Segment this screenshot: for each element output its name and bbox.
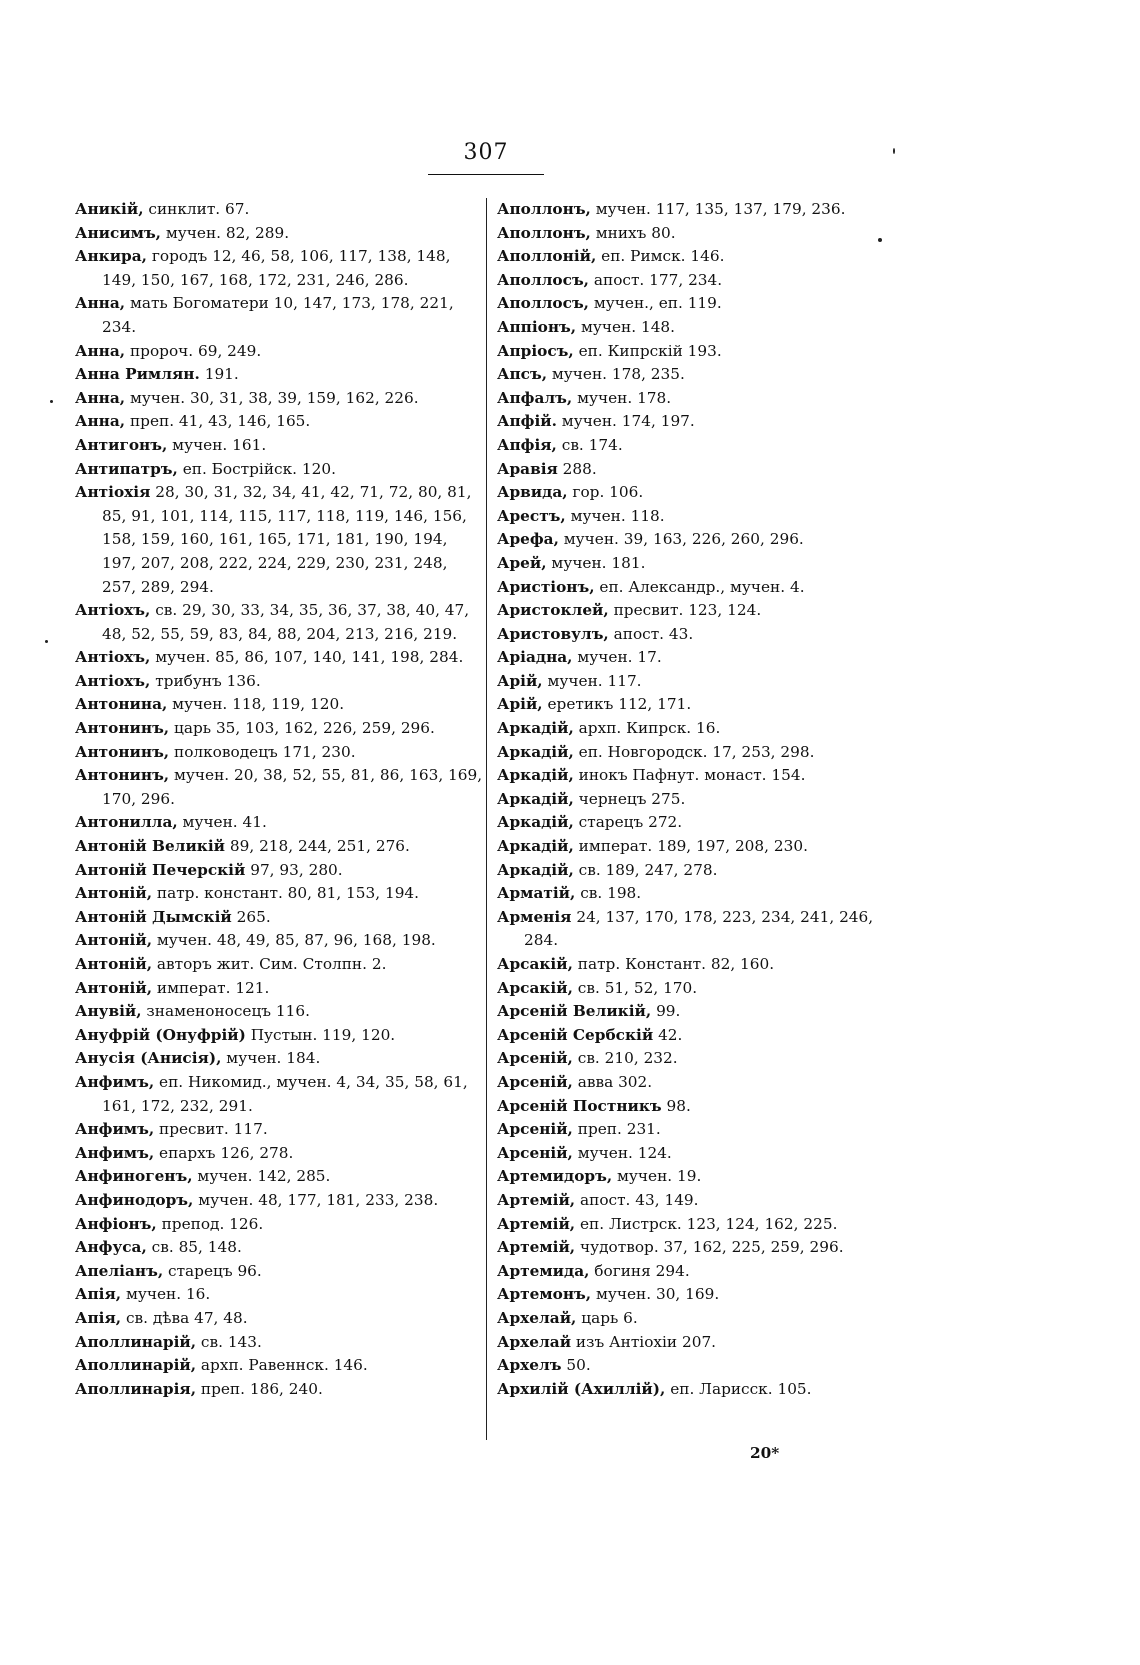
index-entry [75,835,483,859]
entry-headword: Анна, [75,341,126,360]
entry-headword: Артемій, [497,1190,576,1209]
print-speck [50,400,53,403]
entry-references: царь 6. [576,1308,638,1327]
entry-references: св. 143. [196,1332,262,1351]
index-entry [497,387,897,411]
entry-references: апост. 43, 149. [575,1190,699,1209]
index-entry [497,269,897,293]
entry-headword: Апфія, [497,435,557,454]
entry-references: св. 85, 148. [146,1238,242,1257]
index-entry [75,882,483,906]
entry-references: св. 198. [575,884,642,903]
entry-references: еп. Александр., мучен. 4. [594,577,805,596]
entry-headword: Арсеній Сербскій [497,1025,654,1044]
entry-references: св. 174. [556,435,623,454]
entry-references: царь 35, 103, 162, 226, 259, 296. [169,719,435,738]
index-entry [75,693,483,717]
index-entry [75,977,483,1001]
index-entry [75,1331,483,1355]
entry-references: мучен. 39, 163, 226, 260, 296. [558,530,804,549]
entry-headword: Анна, [75,412,126,431]
index-entry [497,1165,897,1189]
entry-headword: Аполлинарія, [75,1379,197,1398]
entry-headword: Арсеній, [497,1049,573,1068]
entry-references: мнихъ 80. [590,223,676,242]
entry-references: инокъ Пафнут. монаст. 154. [573,766,806,785]
entry-headword: Арсеній, [497,1143,573,1162]
entry-references: Пустын. 119, 120. [245,1025,396,1044]
index-entry [75,1189,483,1213]
signature-mark: 20* [750,1444,780,1462]
entry-references: мучен. 30, 169. [591,1285,720,1304]
entry-headword: Арефа, [497,530,559,549]
index-entry [75,1071,483,1118]
entry-references: еп. Бострійск. 120. [177,459,336,478]
entry-headword: Анкира, [75,247,147,266]
entry-headword: Антоній Дымскій [75,907,232,926]
entry-headword: Арвида, [497,483,568,502]
entry-references: св. 210, 232. [572,1049,678,1068]
entry-headword: Апфалъ, [497,388,573,407]
entry-headword: Анна, [75,388,126,407]
entry-references: мучен. 48, 177, 181, 233, 238. [193,1190,439,1209]
index-entry [497,1378,897,1402]
index-entry [497,859,897,883]
entry-references: мучен., еп. 119. [589,294,722,313]
index-entry [497,576,897,600]
entry-headword: Анисимъ, [75,223,162,242]
entry-headword: Аполлинарій, [75,1332,197,1351]
entry-references: св. 51, 52, 170. [572,978,698,997]
entry-headword: Апфій. [497,412,557,431]
entry-headword: Антіохъ, [75,601,151,620]
entry-headword: Арій, [497,695,543,714]
entry-references: архп. Кипрск. 16. [573,719,721,738]
entry-headword: Аполлинарій, [75,1356,197,1375]
index-entry [75,1000,483,1024]
entry-headword: Аполлонъ, [497,223,591,242]
index-entry [497,528,897,552]
index-entry [497,458,897,482]
index-entry [497,1095,897,1119]
entry-headword: Арсакій, [497,978,573,997]
entry-headword: Аріадна, [497,648,573,667]
index-entry [497,882,897,906]
index-entry [497,811,897,835]
index-entry [75,1142,483,1166]
entry-headword: Антонинъ, [75,742,170,761]
index-entry [497,245,897,269]
entry-headword: Антіохъ, [75,648,151,667]
index-entry [75,906,483,930]
index-entry [497,953,897,977]
index-entry [497,693,897,717]
index-entry [75,811,483,835]
index-entry [497,788,897,812]
index-entry [75,1236,483,1260]
index-entry [75,599,483,646]
index-column-right [497,198,897,1401]
entry-headword: Апсъ, [497,365,548,384]
entry-references: мучен. 142, 285. [192,1167,331,1186]
entry-headword: Аполлонъ, [497,200,591,218]
index-entry [75,1378,483,1402]
entry-headword: Антоній, [75,884,153,903]
entry-headword: Анфіонъ, [75,1214,157,1233]
index-entry [497,222,897,246]
entry-references: императ. 121. [152,978,270,997]
entry-headword: Арсакій, [497,955,573,973]
entry-references: апост. 177, 234. [589,270,723,289]
index-entry [75,646,483,670]
index-entry [497,623,897,647]
entry-headword: Апія, [75,1285,122,1304]
entry-headword: Апія, [75,1308,122,1327]
entry-references: св. 29, 30, 33, 34, 35, 36, 37, 38, 40, 47, 48, 52, 55, 59, 83, 84, 88, 204, 213, 216, 219. [102,601,470,643]
index-entry [75,929,483,953]
entry-references: еп. Кипрскій 193. [573,341,722,360]
entry-headword: Антіохія [75,483,151,502]
entry-references: мучен. 16. [121,1285,211,1304]
index-entry [497,906,897,953]
index-entry [497,670,897,694]
index-entry [497,1331,897,1355]
entry-headword: Артемида, [497,1261,590,1280]
entry-references: 98. [661,1096,691,1115]
entry-references: мучен. 85, 86, 107, 140, 141, 198, 284. [150,648,464,667]
entry-references: мучен. 148. [576,317,676,336]
entry-references: авторъ жит. Сим. Столпн. 2. [152,955,387,973]
entry-references: знаменоносецъ 116. [141,1002,310,1021]
entry-headword: Аристоклей, [497,601,609,620]
entry-headword: Апріосъ, [497,341,574,360]
entry-headword: Арестъ, [497,506,566,525]
entry-references: 89, 218, 244, 251, 276. [225,837,410,856]
entry-headword: Аркадій, [497,837,574,856]
index-entry [75,363,483,387]
entry-headword: Антонинъ, [75,719,170,738]
entry-references: авва 302. [572,1072,653,1091]
entry-references: полководецъ 171, 230. [169,742,356,761]
entry-references: еп. Листрск. 123, 124, 162, 225. [575,1214,838,1233]
entry-headword: Антонилла, [75,813,178,832]
entry-headword: Антипатръ, [75,459,178,478]
entry-headword: Аполлоній, [497,247,597,266]
index-entry [497,434,897,458]
index-entry [497,1189,897,1213]
entry-references: трибунъ 136. [150,671,261,690]
entry-headword: Анфуса, [75,1238,147,1257]
entry-headword: Арменія [497,907,572,926]
entry-references: синклит. 67. [143,200,250,218]
entry-headword: Ануфрій (Онуфрій) [75,1025,246,1044]
entry-references: гор. 106. [567,483,644,502]
entry-headword: Арій, [497,671,543,690]
entry-references: патр. констант. 80, 81, 153, 194. [152,884,420,903]
index-entry [497,1283,897,1307]
index-entry [497,410,897,434]
index-entry [497,1000,897,1024]
index-entry [497,552,897,576]
entry-headword: Антоній Печерскій [75,860,246,879]
entry-references: мучен. 161. [167,435,267,454]
index-entry [497,363,897,387]
index-entry [75,717,483,741]
entry-headword: Антіохъ, [75,671,151,690]
print-speck [893,148,895,154]
entry-references: мучен. 17. [572,648,662,667]
entry-references: преп. 41, 43, 146, 165. [125,412,311,431]
entry-references: епархъ 126, 278. [154,1143,294,1162]
index-entry [75,198,483,222]
entry-references: мать Богоматери 10, 147, 173, 178, 221, 234. [102,294,454,336]
entry-headword: Аркадій, [497,766,574,785]
index-entry [75,1213,483,1237]
entry-headword: Анна Римлян. [75,365,200,384]
entry-headword: Анфимъ, [75,1072,155,1091]
entry-headword: Антоній, [75,931,153,950]
entry-headword: Артемій, [497,1214,576,1233]
entry-references: старецъ 272. [573,813,683,832]
entry-references: мучен. 124. [572,1143,672,1162]
index-entry [75,1118,483,1142]
entry-references: патр. Констант. 82, 160. [572,955,775,973]
entry-references: пресвит. 117. [154,1120,268,1139]
entry-headword: Архелай [497,1332,572,1351]
entry-references: чернецъ 275. [573,789,686,808]
entry-references: мучен. 30, 31, 38, 39, 159, 162, 226. [125,388,419,407]
index-entry [497,292,897,316]
index-entry [75,245,483,292]
index-entry [497,481,897,505]
index-entry [75,434,483,458]
entry-references: 99. [651,1002,681,1021]
entry-references: мучен. 174, 197. [556,412,695,431]
index-entry [497,505,897,529]
index-entry [497,198,897,222]
index-entry [75,1260,483,1284]
entry-references: преп. 231. [572,1120,661,1139]
index-entry [75,741,483,765]
index-entry [497,1307,897,1331]
entry-references: мучен. 20, 38, 52, 55, 81, 86, 163, 169, 170, 296. [102,766,483,808]
entry-headword: Арматій, [497,884,576,903]
index-entry [75,481,483,599]
entry-references: архп. Равеннск. 146. [196,1356,368,1375]
entry-headword: Арсеній, [497,1072,573,1091]
entry-headword: Артемонъ, [497,1285,592,1304]
entry-references: 97, 93, 280. [245,860,343,879]
page-number: 307 [463,140,509,165]
index-entry [497,741,897,765]
header-rule [428,174,544,175]
entry-headword: Антоній Великій [75,837,226,856]
entry-headword: Аркадій, [497,789,574,808]
entry-headword: Анфимъ, [75,1120,155,1139]
entry-headword: Арсеній, [497,1120,573,1139]
index-entry [497,646,897,670]
entry-headword: Аркадій, [497,742,574,761]
entry-headword: Аполлосъ, [497,294,590,313]
entry-references: богиня 294. [589,1261,690,1280]
index-entry [497,1071,897,1095]
index-entry [75,953,483,977]
entry-references: апост. 43. [608,624,694,643]
index-entry [75,1165,483,1189]
entry-references: 50. [561,1356,591,1375]
print-speck [878,238,882,242]
entry-references: мучен. 178, 235. [547,365,685,384]
entry-headword: Аристовулъ, [497,624,609,643]
index-entry [497,1024,897,1048]
entry-headword: Аникій, [75,200,144,218]
entry-headword: Архелъ [497,1356,562,1375]
entry-headword: Анфинодоръ, [75,1190,194,1209]
entry-headword: Аполлосъ, [497,270,590,289]
index-entry [497,316,897,340]
entry-references: 265. [231,907,271,926]
entry-references: мучен. 19. [612,1167,702,1186]
index-column-left [75,198,483,1401]
entry-references: мучен. 118. [565,506,665,525]
entry-references: препод. 126. [156,1214,264,1233]
entry-references: чудотвор. 37, 162, 225, 259, 296. [575,1238,844,1257]
index-entry [75,340,483,364]
entry-references: пророч. 69, 249. [125,341,262,360]
entry-references: еретикъ 112, 171. [542,695,692,714]
index-entry [75,670,483,694]
entry-headword: Антоній, [75,978,153,997]
print-speck [45,640,48,643]
entry-headword: Арсеній Великій, [497,1002,652,1021]
index-entry [497,1047,897,1071]
index-entry [497,717,897,741]
entry-references: мучен. 48, 49, 85, 87, 96, 168, 198. [152,931,436,950]
index-entry [75,1047,483,1071]
entry-headword: Анфимъ, [75,1143,155,1162]
index-entry [497,1260,897,1284]
index-entry [75,1024,483,1048]
index-entry [75,1283,483,1307]
entry-references: еп. Никомид., мучен. 4, 34, 35, 58, 61, 161, 172, 232, 291. [102,1072,468,1115]
index-entry [75,764,483,811]
index-entry [497,1213,897,1237]
entry-references: пресвит. 123, 124. [608,601,762,620]
entry-references: еп. Римск. 146. [596,247,725,266]
index-entry [75,458,483,482]
index-entry [497,340,897,364]
entry-headword: Арсеній Постникъ [497,1096,662,1115]
index-entry [497,1236,897,1260]
entry-headword: Аравія [497,459,558,478]
entry-references: мучен. 117, 135, 137, 179, 236. [590,200,846,218]
entry-references: мучен. 41. [177,813,267,832]
entry-references: изъ Антіохіи 207. [571,1332,717,1351]
index-entry [497,1354,897,1378]
index-entry [497,835,897,859]
entry-headword: Аркадій, [497,719,574,738]
index-entry [497,764,897,788]
entry-references: 288. [557,459,597,478]
entry-headword: Апеліанъ, [75,1261,164,1280]
entry-references: мучен. 178. [572,388,672,407]
column-divider [486,198,487,1440]
entry-headword: Архилій (Ахиллій), [497,1379,666,1398]
entry-references: 42. [653,1025,683,1044]
index-entry [497,1118,897,1142]
index-entry [75,410,483,434]
index-entry [75,1307,483,1331]
entry-references: еп. Новгородск. 17, 253, 298. [573,742,815,761]
entry-headword: Антонина, [75,695,168,714]
entry-headword: Антонинъ, [75,766,170,785]
index-entry [75,292,483,339]
entry-references: императ. 189, 197, 208, 230. [573,837,808,856]
index-entry [497,977,897,1001]
entry-headword: Анувій, [75,1002,142,1021]
index-entry [75,222,483,246]
entry-headword: Анна, [75,294,126,313]
entry-references: св. 189, 247, 278. [573,860,718,879]
entry-headword: Аркадій, [497,813,574,832]
index-entry [497,599,897,623]
entry-headword: Архелай, [497,1308,577,1327]
entry-headword: Артемій, [497,1238,576,1257]
index-entry [497,1142,897,1166]
index-entry [75,859,483,883]
entry-references: св. дѣва 47, 48. [121,1308,248,1327]
entry-headword: Анфиногенъ, [75,1167,193,1186]
entry-references: 191. [199,365,239,384]
entry-references: мучен. 184. [221,1049,321,1068]
entry-headword: Аркадій, [497,860,574,879]
index-entry [75,387,483,411]
entry-headword: Арей, [497,553,547,572]
entry-references: мучен. 82, 289. [161,223,290,242]
entry-references: городъ 12, 46, 58, 106, 117, 138, 148, 149, 150, 167, 168, 172, 231, 246, 286. [102,247,451,289]
entry-references: мучен. 118, 119, 120. [167,695,345,714]
entry-headword: Аппіонъ, [497,317,577,336]
entry-references: 28, 30, 31, 32, 34, 41, 42, 71, 72, 80, 81, 85, 91, 101, 114, 115, 117, 118, 119, 146, 156, 158, 159, 160, 161, 165, 171, 181, 190, 194, 197, 207, 208, 222, 224, 229, 230, 231, 248, 257, 289, 294. [102,483,472,596]
entry-headword: Антигонъ, [75,435,168,454]
index-entry [75,1354,483,1378]
entry-headword: Аристіонъ, [497,577,595,596]
entry-references: мучен. 117. [542,671,642,690]
entry-references: мучен. 181. [546,553,646,572]
entry-headword: Артемидоръ, [497,1167,613,1186]
entry-references: еп. Ларисск. 105. [665,1379,812,1398]
entry-references: преп. 186, 240. [196,1379,323,1398]
entry-headword: Анусія (Анисія), [75,1049,222,1068]
entry-references: старецъ 96. [163,1261,262,1280]
entry-references: 24, 137, 170, 178, 223, 234, 241, 246, 284. [524,907,874,950]
entry-headword: Антоній, [75,955,153,973]
